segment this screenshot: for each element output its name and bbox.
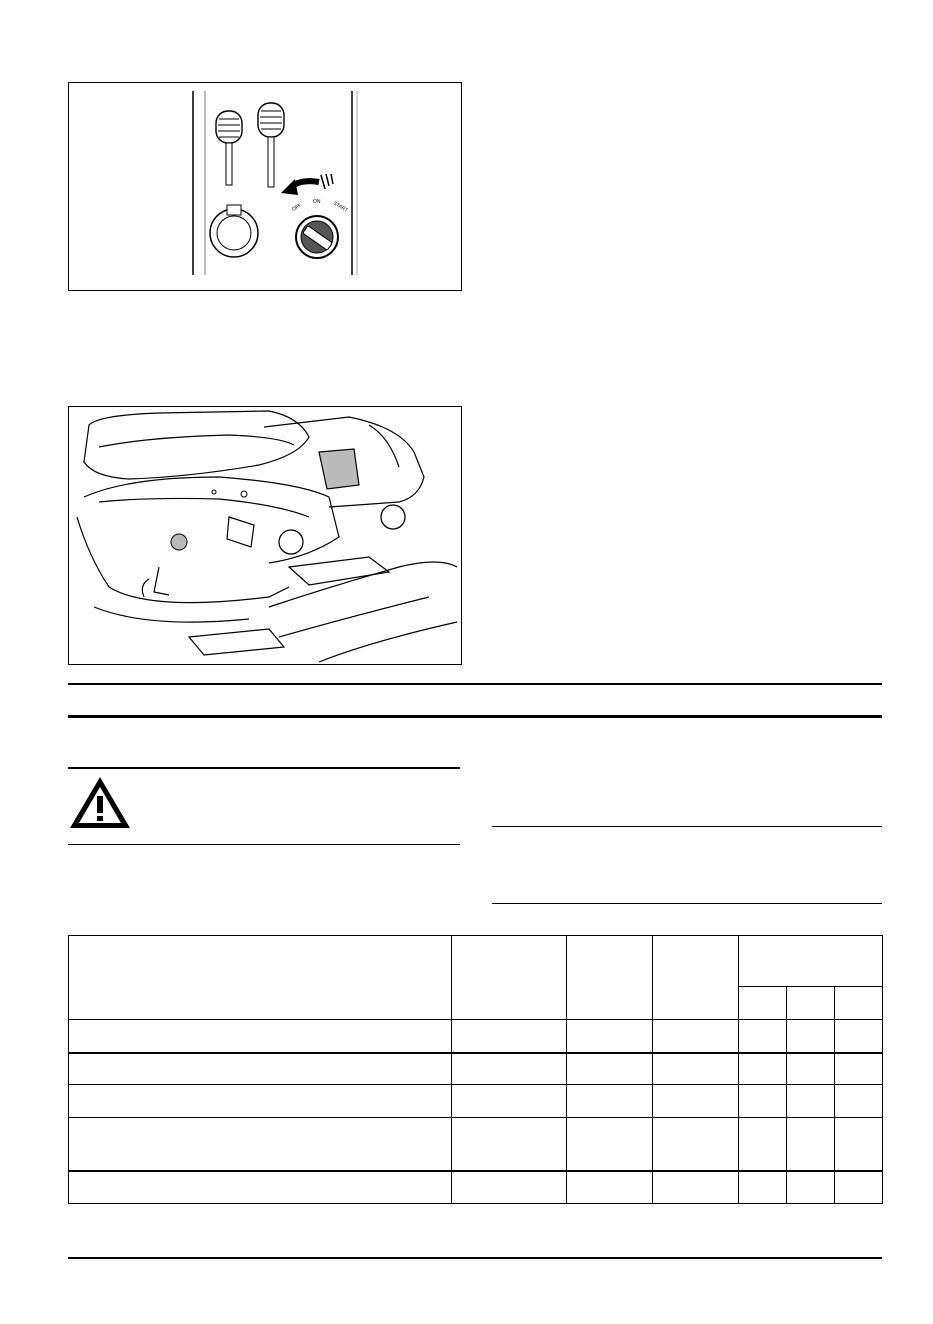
table-row <box>69 1053 883 1085</box>
table-header-cell <box>69 936 452 1020</box>
section-heading-rule <box>68 715 882 718</box>
warning-top-rule <box>68 767 460 769</box>
seat-adjust-knob-icon <box>171 534 187 550</box>
turn-direction-arrow-icon <box>281 174 333 195</box>
callout-marker-2 <box>381 505 405 529</box>
table-row <box>69 1118 883 1171</box>
seat-assembly-illustration <box>69 407 461 664</box>
ignition-panel-illustration <box>69 83 461 290</box>
specification-table <box>68 935 883 1204</box>
callout-marker-1 <box>279 530 303 554</box>
warning-bottom-rule <box>68 844 460 845</box>
table-row <box>69 1085 883 1118</box>
dial-label-start: START <box>332 200 349 214</box>
choke-knob-icon <box>258 103 284 187</box>
table-header-cell <box>653 936 739 1020</box>
table-header-cell <box>787 987 835 1020</box>
note-top-rule <box>492 826 882 827</box>
table-header-cell <box>739 987 787 1020</box>
section-top-rule <box>68 683 882 685</box>
table-row <box>69 1020 883 1053</box>
footer-rule <box>68 1257 882 1259</box>
table-header-cell <box>452 936 567 1020</box>
warning-icon <box>68 774 132 830</box>
figure-ignition-panel <box>68 82 462 291</box>
dial-label-on: ON <box>313 199 321 205</box>
figure-seat-assembly <box>68 406 462 665</box>
table-header-cell <box>567 936 653 1020</box>
power-socket-icon <box>210 205 258 257</box>
table-header-cell <box>835 987 883 1020</box>
table-header-cell <box>739 936 883 987</box>
table-row <box>69 1171 883 1204</box>
table-header-row <box>69 936 883 987</box>
throttle-knob-icon <box>216 111 242 185</box>
ignition-key-switch-icon <box>291 199 349 258</box>
dial-label-off: OFF <box>291 202 303 213</box>
note-bottom-rule <box>492 903 882 904</box>
